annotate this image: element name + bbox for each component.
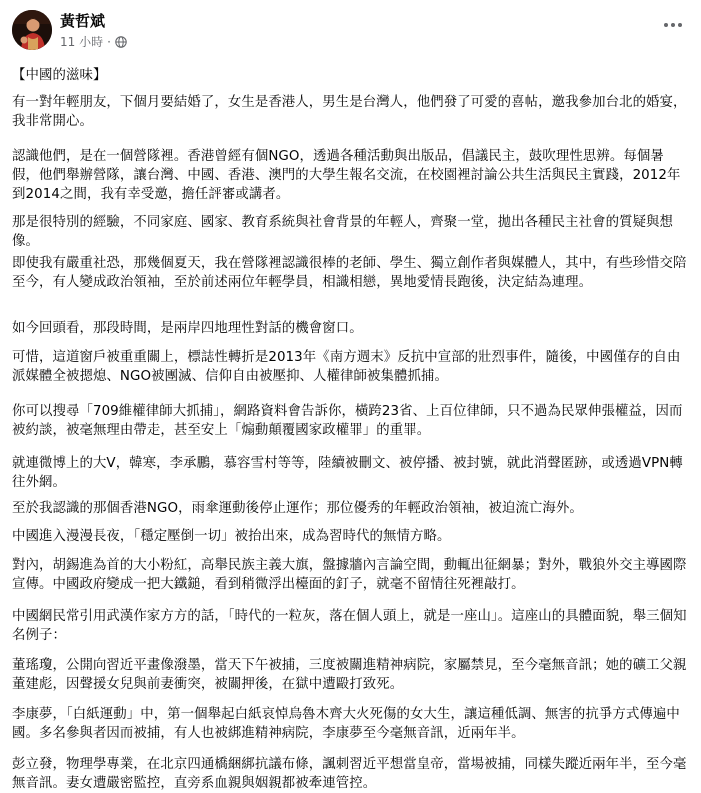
more-options-button[interactable] bbox=[659, 14, 687, 36]
more-options-icon bbox=[663, 22, 683, 28]
paragraph: 認識他們，是在一個營隊裡。香港曾經有個NGO，透過各種活動與出版品，倡議民主，鼓吹理性思辨。每個暑假，他們舉辦營隊，讓台灣、中國、香港、澳門的大學生報名交流，在校園裡討論公共生活與民主實踐，2012年到2014之間，我有幸受邀，擔任評審或講者。 bbox=[12, 149, 681, 202]
paragraph: 李康夢，「白紙運動」中，第一個舉起白紙哀悼烏魯木齊大火死傷的女大生，讓這種低調、無害的抗爭方式傳遍中國。多名參與者因而被捕，有人也被綁進精神病院，李康夢至今毫無音訊，近兩年半。 bbox=[12, 707, 680, 741]
paragraph: 即使我有嚴重社恐，那幾個夏天，我在營隊裡認識很棒的老師、學生、獨立創作者與媒體人，其中，有些珍惜交陪至今，有人變成政治領袖，至於前述兩位年輕學員，相識相戀，異地愛情長跑後，決定結為連理。 bbox=[12, 256, 687, 290]
paragraph: 有一對年輕朋友，下個月要結婚了，女生是香港人，男生是台灣人，他們發了可愛的喜帖，邀我參加台北的婚宴，我非常開心。 bbox=[12, 95, 687, 129]
paragraph: 如今回頭看，那段時間，是兩岸四地理性對話的機會窗口。 bbox=[12, 321, 363, 336]
paragraph: 至於我認識的那個香港NGO，雨傘運動後停止運作；那位優秀的年輕政治領袖，被迫流亡海外。 bbox=[12, 501, 583, 516]
author-name[interactable]: 黃哲斌 bbox=[60, 12, 106, 30]
paragraph: 就連微博上的大V，韓寒，李承鵬，慕容雪村等等，陸續被刪文、被停播、被封號，就此消聲匿跡，或透過VPN轉往外網。 bbox=[12, 456, 683, 490]
paragraph: 中國網民常引用武漢作家方方的話，「時代的一粒灰，落在個人頭上，就是一座山」。這座山的具體面貌，舉三個知名例子： bbox=[12, 609, 687, 643]
paragraph: 對內，胡錫進為首的大小粉紅，高舉民族主義大旗，盤據牆內言論空間，動輒出征網暴；對外，戰狼外交主導國際宣傳。中國政府變成一把大鐵鎚，看到稍微浮出檯面的釘子，就毫不留情往死裡敲打。 bbox=[12, 558, 687, 592]
paragraph: 彭立發，物理學專業，在北京四通橋綑綁抗議布條，諷刺習近平想當皇帝，當場被捕，同樣失蹤近兩年半，至今毫無音訊。妻女遭嚴密監控，直旁系血親與姻親都被牽連管控。 bbox=[12, 757, 687, 791]
post-timestamp[interactable]: 11 小時 bbox=[60, 35, 104, 49]
paragraph: 可惜，這道窗戶被重重關上，標誌性轉折是2013年《南方週末》反抗中宣部的壯烈事件，隨後，中國僅存的自由派媒體全被摁熄、NGO被團滅、信仰自由被壓抑、人權律師被集體抓捕。 bbox=[12, 350, 681, 384]
paragraph: 你可以搜尋「709維權律師大抓捕」，網路資料會告訴你，橫跨23省、上百位律師，只不過為民眾伸張權益，因而被約談，被毫無理由帶走，甚至安上「煽動顛覆國家政權罪」的重罪。 bbox=[12, 404, 683, 438]
meta-separator: · bbox=[107, 35, 111, 49]
paragraph: 那是很特別的經驗，不同家庭、國家、教育系統與社會背景的年輕人，齊聚一堂，拋出各種民主社會的質疑與想像。 bbox=[12, 215, 674, 249]
paragraph: 董瑤瓊，公開向習近平畫像潑墨，當天下午被捕，三度被關進精神病院，家屬禁見，至今毫無音訊；她的礦工父親董建彪，因聲援女兒與前妻衝突，被關押後，在獄中遭毆打致死。 bbox=[12, 658, 687, 692]
post-header bbox=[0, 0, 701, 60]
post-title: 【中國的滋味】 bbox=[12, 68, 107, 83]
paragraph: 中國進入漫漫長夜，「穩定壓倒一切」被抬出來，成為習時代的無情方略。 bbox=[12, 529, 451, 544]
avatar-image bbox=[12, 10, 52, 50]
globe-icon[interactable] bbox=[115, 36, 127, 48]
avatar[interactable] bbox=[12, 10, 52, 50]
post-meta bbox=[60, 34, 127, 50]
